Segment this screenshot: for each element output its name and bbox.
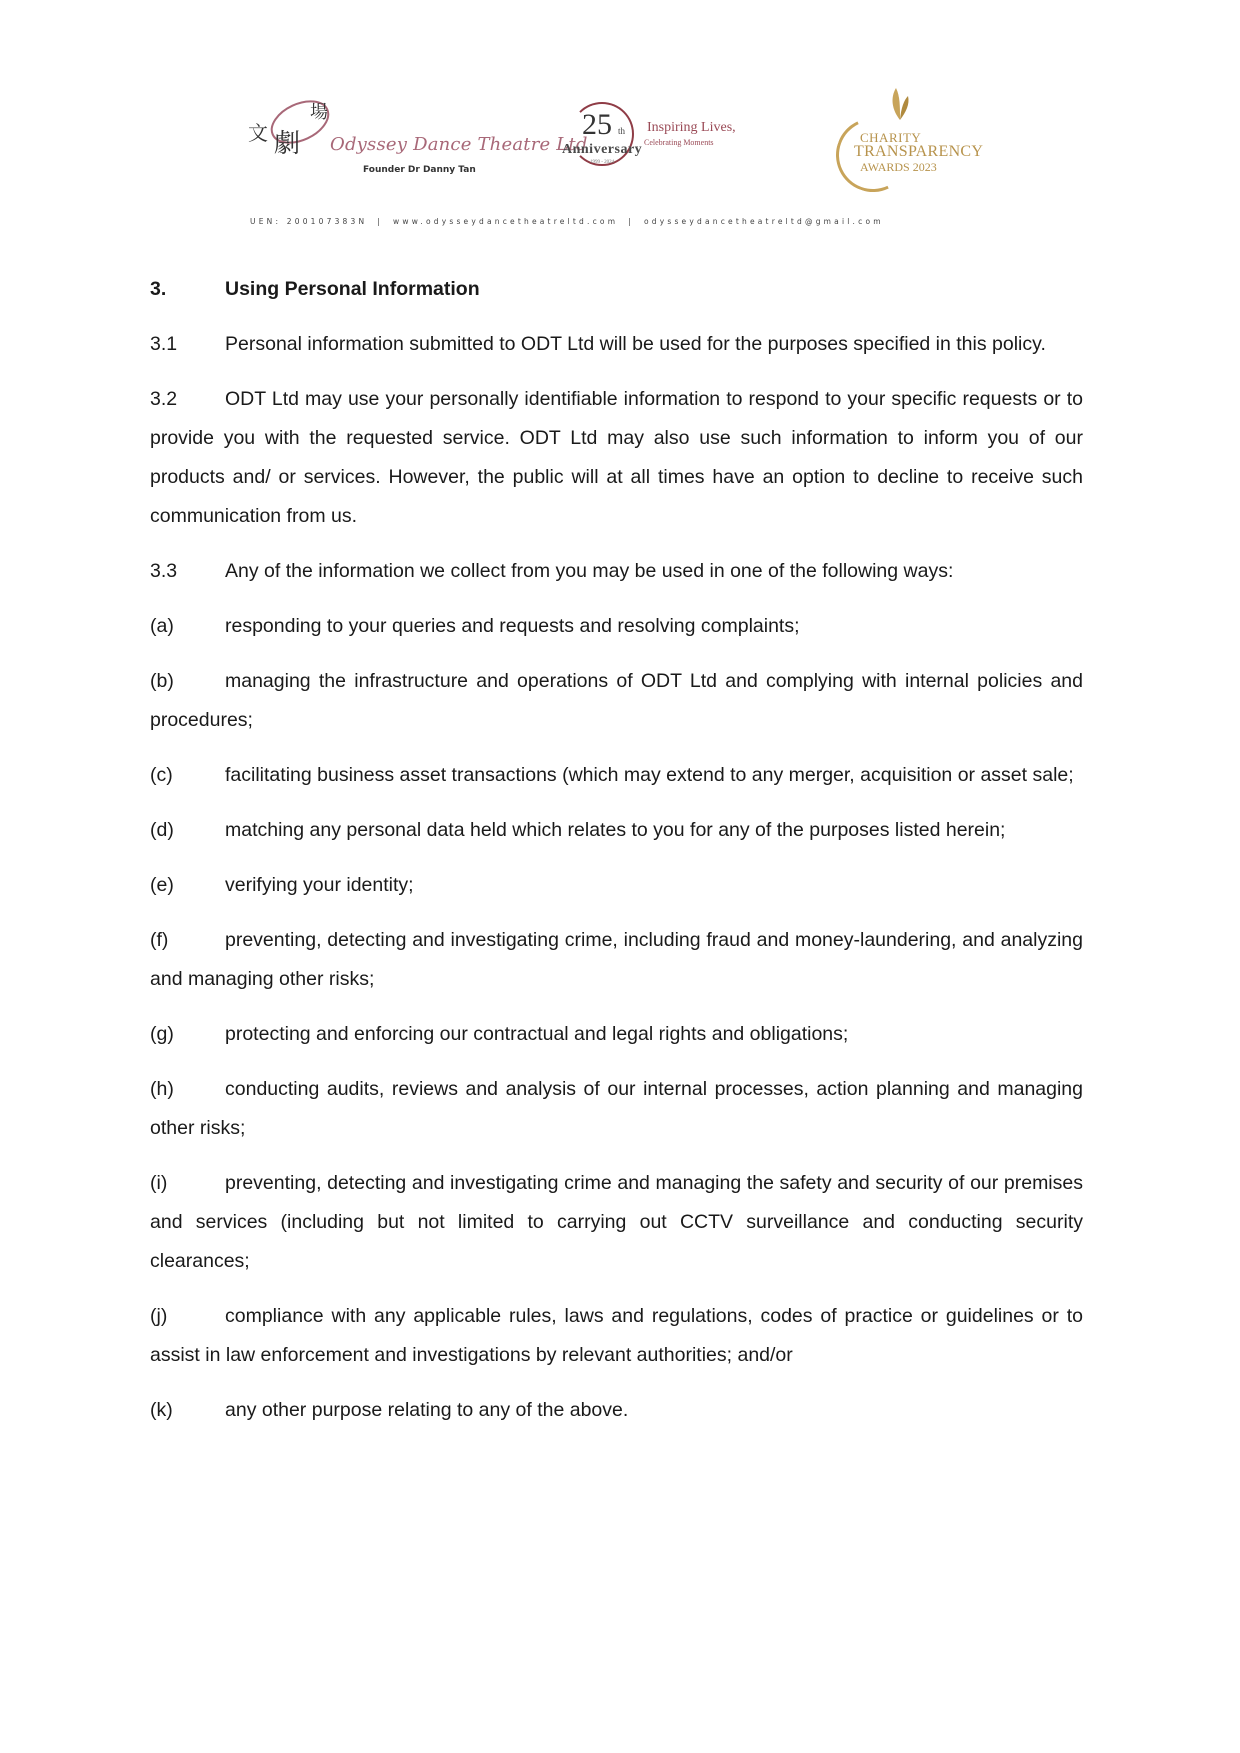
list-label: (d) bbox=[150, 819, 174, 841]
list-item-j bbox=[150, 1297, 1083, 1375]
anniversary-tagline-1: Inspiring Lives, bbox=[647, 120, 736, 135]
section-number: 3. bbox=[150, 278, 167, 300]
butterfly-icon bbox=[888, 86, 912, 122]
separator: | bbox=[628, 217, 634, 226]
list-text: preventing, detecting and investigating crime, including fraud and money-laundering, and analyzing and managing other risks; bbox=[150, 929, 1083, 990]
list-label: (a) bbox=[150, 615, 174, 637]
paragraph-3-1 bbox=[150, 325, 1083, 364]
award-line-1: CHARITY bbox=[860, 130, 922, 145]
list-text: compliance with any applicable rules, laws and regulations, codes of practice or guidelines or to assist in law enforcement and investigations by relevant authorities; and/or bbox=[150, 1305, 1083, 1366]
list-label: (b) bbox=[150, 670, 174, 692]
list-label: (k) bbox=[150, 1399, 173, 1421]
uen-text: UEN: 200107383N bbox=[250, 217, 368, 226]
list-item-i bbox=[150, 1164, 1083, 1281]
website-link[interactable]: www.odysseydancetheatreltd.com bbox=[393, 217, 619, 226]
list-label: (c) bbox=[150, 764, 173, 786]
paragraph-label: 3.1 bbox=[150, 333, 178, 355]
paragraph-text: Any of the information we collect from you may be used in one of the following ways: bbox=[225, 560, 954, 582]
list-label: (i) bbox=[150, 1172, 168, 1194]
paragraph-label: 3.2 bbox=[150, 388, 178, 410]
list-item-e bbox=[150, 866, 1083, 905]
list-label: (j) bbox=[150, 1305, 168, 1327]
list-text: responding to your queries and requests and resolving complaints; bbox=[225, 615, 800, 637]
list-text: managing the infrastructure and operations of ODT Ltd and complying with internal policies and procedures; bbox=[150, 670, 1083, 731]
anniversary-word: Anniversary bbox=[562, 142, 643, 157]
list-text: facilitating business asset transactions (which may extend to any merger, acquisition or asset sale; bbox=[225, 764, 1074, 786]
list-label: (h) bbox=[150, 1078, 174, 1100]
list-item-h bbox=[150, 1070, 1083, 1148]
list-text: verifying your identity; bbox=[225, 874, 414, 896]
list-text: preventing, detecting and investigating crime and managing the safety and security of our premises and services (including but not limited to carrying out CCTV surveillance and conducting security clearances; bbox=[150, 1172, 1083, 1272]
list-text: conducting audits, reviews and analysis of our internal processes, action planning and managing other risks; bbox=[150, 1078, 1083, 1139]
founder-text: Founder Dr Danny Tan bbox=[363, 165, 476, 175]
list-label: (f) bbox=[150, 929, 169, 951]
email-link[interactable]: odysseydancetheatreltd@gmail.com bbox=[643, 217, 884, 226]
paragraph-3-2 bbox=[150, 380, 1083, 536]
list-item-b bbox=[150, 662, 1083, 740]
charity-award-logo bbox=[832, 80, 1012, 190]
anniversary-logo bbox=[562, 102, 762, 182]
award-line-2: TRANSPARENCY bbox=[854, 143, 984, 160]
letterhead bbox=[0, 80, 1240, 200]
svg-text:文: 文 bbox=[248, 121, 268, 145]
list-item-c bbox=[150, 756, 1083, 795]
anniversary-years: 1999 - 2024 bbox=[590, 160, 615, 165]
svg-text:場: 場 bbox=[310, 102, 328, 123]
separator: | bbox=[377, 217, 384, 226]
list-item-f bbox=[150, 921, 1083, 999]
list-item-k bbox=[150, 1391, 1083, 1430]
section-title: Using Personal Information bbox=[225, 278, 480, 300]
anniversary-number: 25 bbox=[582, 108, 612, 141]
list-text: matching any personal data held which relates to you for any of the purposes listed herein; bbox=[225, 819, 1006, 841]
paragraph-text: Personal information submitted to ODT Ltd will be used for the purposes specified in this policy. bbox=[225, 333, 1046, 355]
list-item-g bbox=[150, 1015, 1083, 1054]
svg-text:劇: 劇 bbox=[274, 129, 301, 159]
list-item-a bbox=[150, 607, 1083, 646]
anniversary-tagline-2: Celebrating Moments bbox=[644, 138, 714, 147]
list-item-d bbox=[150, 811, 1083, 850]
anniversary-suffix: th bbox=[618, 126, 626, 136]
odt-script-name: Odyssey Dance Theatre Ltd bbox=[330, 134, 588, 155]
list-label: (g) bbox=[150, 1023, 174, 1045]
award-line-3: AWARDS 2023 bbox=[860, 160, 937, 174]
document-body bbox=[150, 270, 1083, 1446]
paragraph-3-3 bbox=[150, 552, 1083, 591]
list-label: (e) bbox=[150, 874, 174, 896]
list-text: any other purpose relating to any of the above. bbox=[225, 1399, 629, 1421]
list-text: protecting and enforcing our contractual and legal rights and obligations; bbox=[225, 1023, 849, 1045]
section-heading bbox=[150, 270, 1083, 309]
paragraph-label: 3.3 bbox=[150, 560, 178, 582]
odt-logo bbox=[248, 92, 588, 182]
contact-line bbox=[250, 217, 1010, 226]
paragraph-text: ODT Ltd may use your personally identifiable information to respond to your specific requests or to provide you with the requested service. ODT Ltd may also use such information to inform you of our products and/ or services. However, the public will at all times have an option to decline to receive such communication from us. bbox=[150, 388, 1083, 527]
